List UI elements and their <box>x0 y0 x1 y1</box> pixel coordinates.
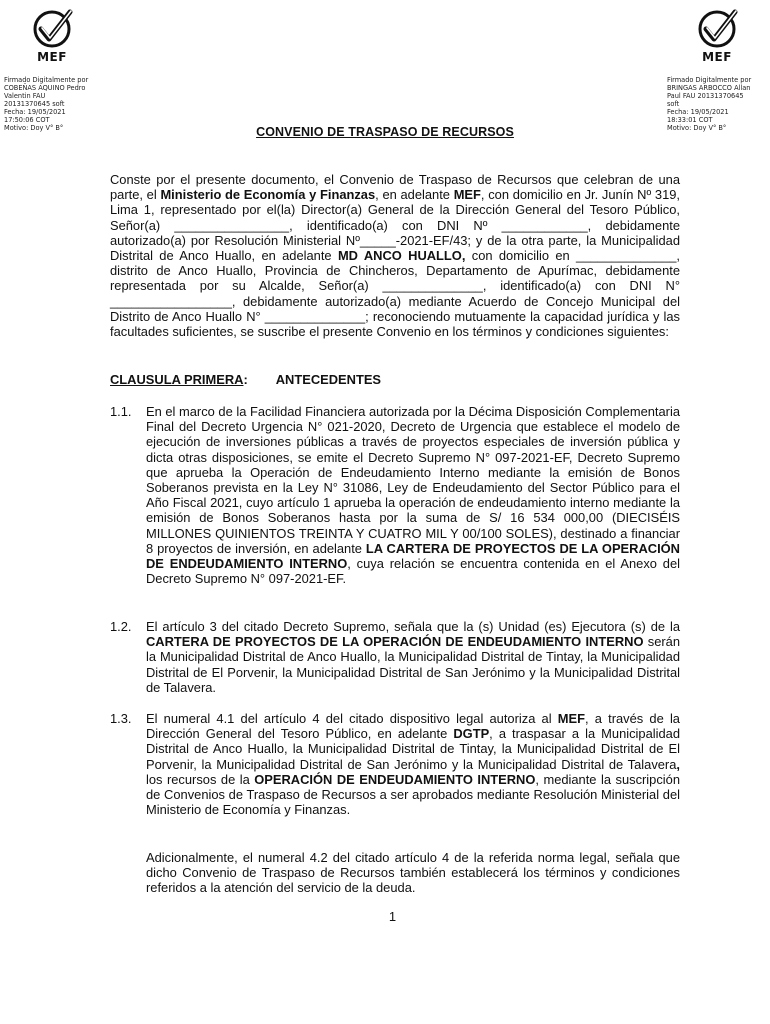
signature-line: Motivo: Doy V° B° <box>667 124 727 132</box>
item-number: 1.2. <box>110 619 132 634</box>
signature-text <box>4 76 114 132</box>
clause-title: ANTECEDENTES <box>275 372 382 387</box>
item-number: 1.1. <box>110 404 132 419</box>
signature-line: 18:33:01 COT <box>667 116 713 124</box>
page-number: 1 <box>388 909 397 924</box>
additional-paragraph: Adicionalmente, el numeral 4.2 del citado artículo 4 de la referida norma legal, señala que dicho Convenio de Traspaso de Recursos también establecerá los términos y condiciones referidos a la atención del servicio de la deuda. <box>146 850 680 896</box>
signature-line: soft <box>667 100 680 108</box>
signature-line: Paul FAU 20131370645 <box>667 92 744 100</box>
mef-logo-text: MEF <box>702 50 732 64</box>
list-item <box>110 404 680 586</box>
mef-logo <box>691 8 743 70</box>
signature-line: Fecha: 19/05/2021 <box>4 108 66 116</box>
signature-line: COBEÑAS AQUINO Pedro <box>4 84 86 92</box>
digital-signature-left <box>4 8 114 132</box>
signature-line: Motivo: Doy V° B° <box>4 124 64 132</box>
item-number: 1.3. <box>110 711 132 726</box>
clause-number: CLAUSULA PRIMERA <box>110 372 244 387</box>
signature-line: 20131370645 soft <box>4 100 65 108</box>
digital-signature-right <box>667 8 770 132</box>
list-item <box>110 619 680 695</box>
clause-heading: CLAUSULA PRIMERA: ANTECEDENTES <box>110 372 382 387</box>
signature-line: Fecha: 19/05/2021 <box>667 108 729 116</box>
mef-check-emblem-icon <box>691 8 743 52</box>
document-title: CONVENIO DE TRASPASO DE RECURSOS <box>256 125 514 139</box>
signature-line: Firmado Digitalmente por <box>4 76 89 84</box>
signature-line: BRINGAS ARBOCCO Allan <box>667 84 751 92</box>
signature-text <box>667 76 770 132</box>
signature-line: Firmado Digitalmente por <box>667 76 752 84</box>
intro-paragraph: Conste por el presente documento, el Convenio de Traspaso de Recursos que celebran de una parte, el Ministerio de Economía y Finanzas, en adelante MEF, con domicilio en Jr. Junín Nº 319, Lima 1, representado por el(la) Director(a) General de la Dirección General del Tesoro Público, Señor(a) ________________, identificado(a) con DNI Nº ____________, debidamente autorizado(a) por Resolución Ministerial Nº_____-2021-EF/43; y de la otra parte, la Municipalidad Distrital de Anco Huallo, en adelante MD ANCO HUALLO, con domicilio en ______________, distrito de Anco Huallo, Provincia de Chincheros, Departamento de Apurímac, debidamente representada por su Alcalde, Señor(a) ______________, identificado(a) con DNI N° _________________, debidamente autorizado(a) mediante Acuerdo de Concejo Municipal del Distrito de Anco Huallo N° ______________; reconociendo mutuamente la capacidad jurídica y las facultades suficientes, se suscribe el presente Convenio en los términos y condiciones siguientes: <box>110 172 681 340</box>
mef-check-emblem-icon <box>26 8 78 52</box>
item-text: El artículo 3 del citado Decreto Supremo, señala que la (s) Unidad (es) Ejecutora (s) de la CARTERA DE PROYECTOS DE LA OPERACIÓN DE ENDEUDAMIENTO INTERNO serán la Municipalidad Distrital de Anco Huallo, la Municipalidad Distrital de Tintay, la Municipalidad Distrital de El Porvenir, la Municipalidad Distrital de San Jerónimo y la Municipalidad Distrital de Talavera. <box>146 619 680 695</box>
mef-logo <box>26 8 78 70</box>
mef-logo-text: MEF <box>37 50 67 64</box>
item-text: El numeral 4.1 del artículo 4 del citado dispositivo legal autoriza al MEF, a través de la Dirección General del Tesoro Público, en adelante DGTP, a traspasar a la Municipalidad Distrital de Anco Huallo, la Municipalidad Distrital de Tintay, la Municipalidad Distrital de El Porvenir, la Municipalidad Distrital de San Jerónimo y la Municipalidad Distrital de Talavera, los recursos de la OPERACIÓN DE ENDEUDAMIENTO INTERNO, mediante la suscripción de Convenios de Traspaso de Recursos a ser aprobados mediante Resolución Ministerial del Ministerio de Economía y Finanzas. <box>146 711 680 818</box>
signature-line: Valentin FAU <box>4 92 46 100</box>
item-text: En el marco de la Facilidad Financiera autorizada por la Décima Disposición Complementaria Final del Decreto Urgencia N° 021-2020, Decreto de Urgencia que establece el modelo de ejecución de inversiones públicas a través de proyectos especiales de inversión pública y dicta otras disposiciones, se emite el Decreto Supremo N° 097-2021-EF, Decreto Supremo que aprueba la Operación de Endeudamiento Interno mediante la emisión de Bonos Soberanos prevista en la Ley N° 31086, Ley de Endeudamiento del Sector Público para el Año Fiscal 2021, cuyo artículo 1 aprueba la operación de endeudamiento interno mediante la emisión de Bonos Soberanos hasta por la suma de S/ 16 534 000,00 (DIECISÉIS MILLONES QUINIENTOS TREINTA Y CUATRO MIL Y 00/100 SOLES), destinado a financiar 8 proyectos de inversión, en adelante LA CARTERA DE PROYECTOS DE LA OPERACIÓN DE ENDEUDAMIENTO INTERNO, cuya relación se encuentra contenida en el Anexo del Decreto Supremo N° 097-2021-EF. <box>146 404 681 587</box>
signature-line: 17:50:06 COT <box>4 116 50 124</box>
list-item <box>110 711 680 817</box>
